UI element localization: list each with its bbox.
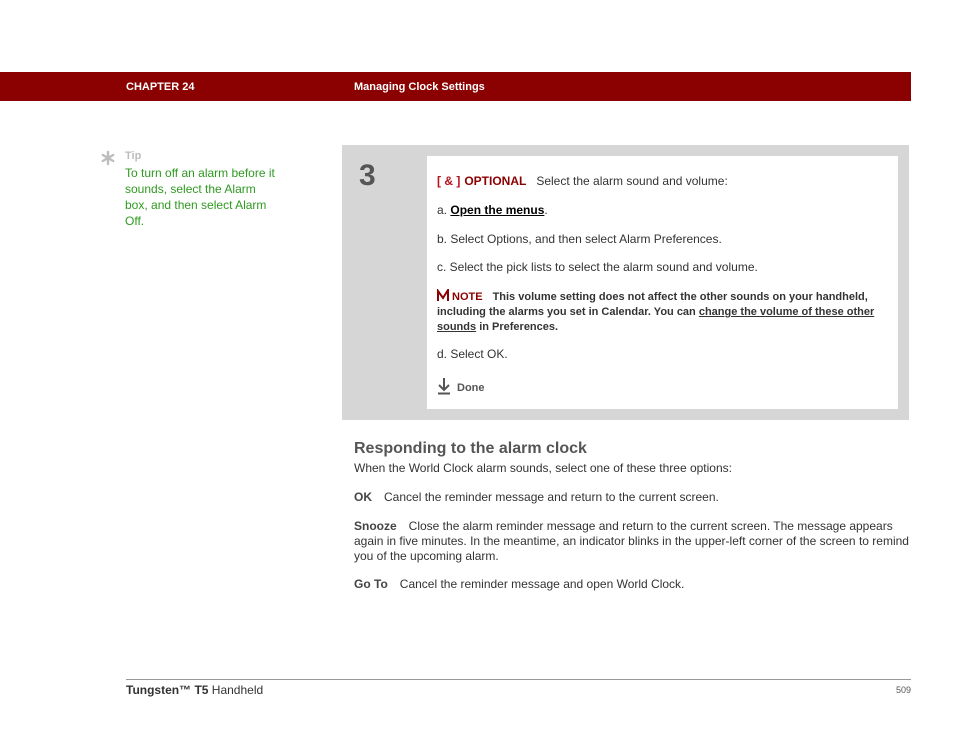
item-a-suffix: .: [544, 203, 548, 217]
option-text: Cancel the reminder message and return to the current screen.: [384, 490, 719, 504]
option-term: Snooze: [354, 519, 397, 533]
step-box: [342, 145, 909, 420]
optional-row: [437, 174, 728, 188]
chapter-title: Managing Clock Settings: [354, 81, 485, 93]
note-text-after: in Preferences.: [479, 321, 559, 333]
step-item-a: [437, 203, 548, 217]
done-label: Done: [457, 382, 485, 394]
chapter-number: CHAPTER 24: [126, 81, 195, 93]
down-arrow-icon: [437, 377, 451, 395]
option-go-to: [354, 577, 909, 592]
section-intro: When the World Clock alarm sounds, select one of these three options:: [354, 461, 732, 475]
optional-label: OPTIONAL: [464, 174, 527, 188]
footer-product: [126, 683, 263, 697]
option-text: Cancel the reminder message and open World Clock.: [399, 577, 685, 591]
option-ok: [354, 490, 909, 505]
tip-label: Tip: [125, 150, 142, 162]
option-text: Close the alarm reminder message and return to the current screen. The message appears again in five minutes. In the meantime, an indicator blinks in the upper-left corner of the screen to remind you of the upcoming alarm.: [354, 519, 909, 563]
note-label: NOTE: [452, 291, 483, 303]
step-content: [427, 156, 898, 409]
option-snooze: [354, 519, 909, 564]
optional-bracket: [ & ]: [437, 174, 461, 188]
open-menus-link[interactable]: Open the menus: [450, 203, 545, 217]
product-name: Tungsten™ T5: [126, 683, 209, 697]
note-text-before: This volume setting does not affect the other sounds on your handheld, including the alarms you set in Calendar. You can: [437, 291, 868, 318]
asterisk-icon: [100, 150, 116, 166]
chapter-header-bar: [0, 72, 911, 101]
done-row: [437, 377, 485, 395]
page-number: 509: [895, 685, 911, 695]
optional-intro: Select the alarm sound and volume:: [536, 174, 728, 188]
note-icon: [437, 289, 450, 302]
option-term: Go To: [354, 577, 388, 591]
option-term: OK: [354, 490, 372, 504]
step-item-d: d. Select OK.: [437, 347, 508, 361]
section-title: Responding to the alarm clock: [354, 440, 587, 457]
product-suffix: Handheld: [211, 683, 264, 697]
change-volume-link[interactable]: change the volume of these other sounds: [437, 306, 875, 333]
item-a-prefix: a.: [437, 203, 448, 217]
tip-text: To turn off an alarm before it sounds, select the Alarm box, and then select Alarm Off.: [125, 166, 275, 228]
step-item-c: c. Select the pick lists to select the alarm sound and volume.: [437, 260, 758, 274]
footer-divider: [126, 679, 911, 680]
note-block: [437, 289, 892, 335]
step-item-b: b. Select Options, and then select Alarm Preferences.: [437, 232, 722, 246]
step-number: 3: [359, 159, 376, 192]
